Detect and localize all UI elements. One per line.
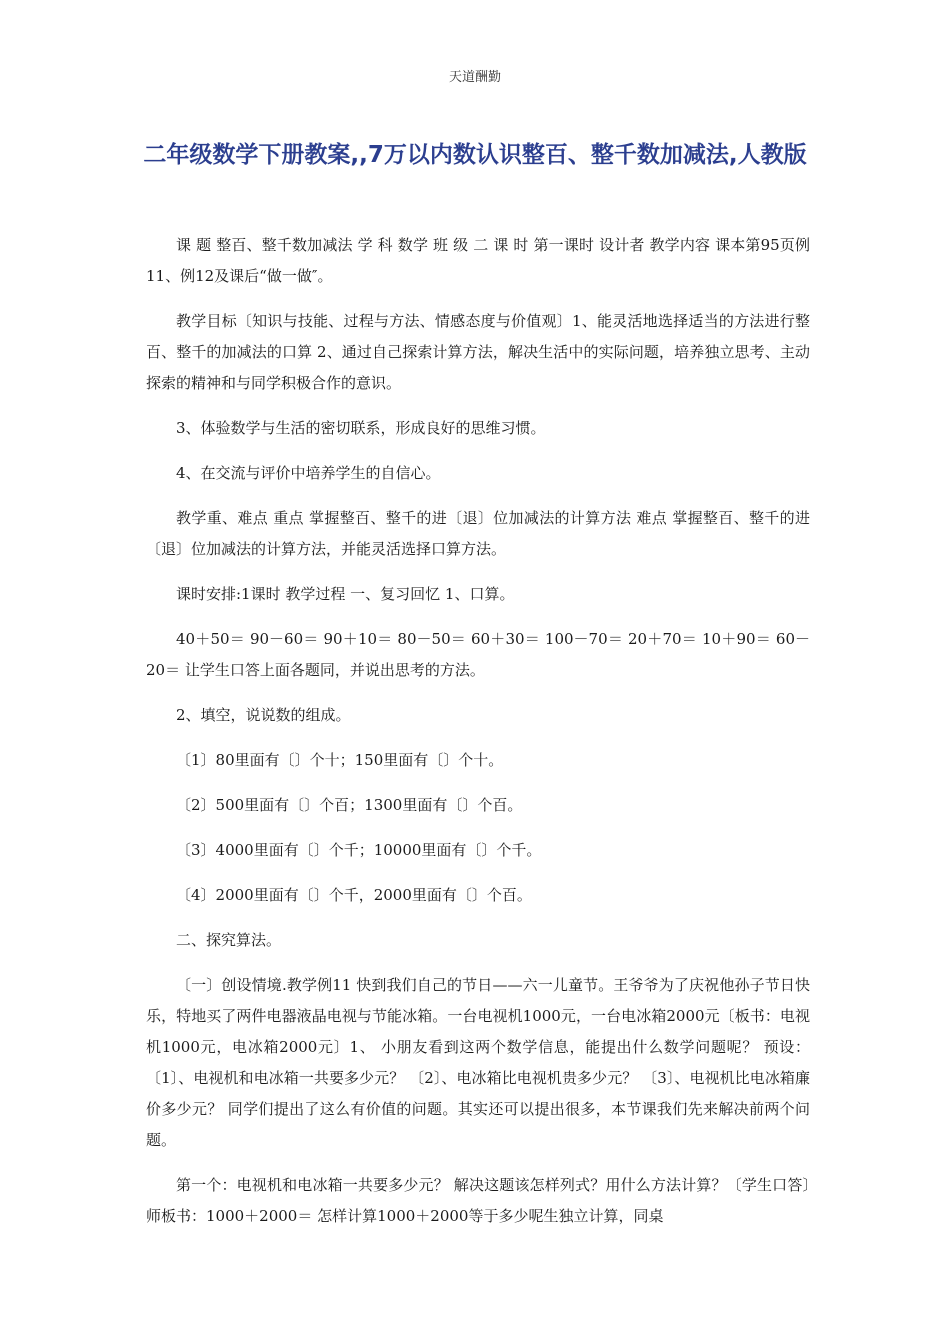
fill-blank-item: 〔4〕2000里面有〔〕个千，2000里面有〔〕个百。 xyxy=(176,886,532,904)
teaching-goals-paragraph: 教学目标〔知识与技能、过程与方法、情感态度与价值观〕1、能灵活地选择适当的方法进行整百、整千的加减法的口算 2、通过自己探索计算方法，解决生活中的实际问题，培养独立思考、主动探索的精神和与同学积极合作的意识。 xyxy=(146,312,810,392)
fill-blank-heading: 2、填空，说说数的组成。 xyxy=(176,706,351,724)
document-title: 二年级数学下册教案,,7万以内数认识整百、整千数加减法,人教版 xyxy=(143,142,807,168)
oral-calc-paragraph: 40＋50＝ 90－60＝ 90＋10＝ 80－50＝ 60＋30＝ 100－70＝ 20＋70＝ 10＋90＝ 60－20＝ 让学生口答上面各题同，并说出思考的方法。 xyxy=(146,630,810,679)
schedule-paragraph: 课时安排:1课时 教学过程 一、复习回忆 1、口算。 xyxy=(176,585,515,603)
lesson-info-paragraph: 课 题 整百、整千数加减法 学 科 数学 班 级 二 课 时 第一课时 设计者 教学内容 课本第95页例11、例12及课后“做一做″。 xyxy=(146,236,810,285)
fill-blank-item: 〔3〕4000里面有〔〕个千；10000里面有〔〕个千。 xyxy=(176,841,542,859)
document-body xyxy=(146,230,810,1246)
scenario-paragraph: 〔一〕创设情境.教学例11 快到我们自己的节日——六一儿童节。王爷爷为了庆祝他孙子节日快乐，特地买了两件电器液晶电视与节能冰箱。一台电视机1000元，一台电冰箱2000元〔板书：电视机1000元，电冰箱2000元〕1、 小朋友看到这两个数学信息，能提出什么数学问题呢？ 预设：〔1〕、电视机和电冰箱一共要多少元？ 〔2〕、电冰箱比电视机贵多少元？ 〔3〕、电视机比电冰箱廉价多少元？ 同学们提出了这么有价值的问题。其实还可以提出很多，本节课我们先来解决前两个问题。 xyxy=(146,976,810,1149)
section-2-heading: 二、探究算法。 xyxy=(176,931,282,949)
fill-blank-item: 〔1〕80里面有〔〕个十；150里面有〔〕个十。 xyxy=(176,751,504,769)
key-points-paragraph: 教学重、难点 重点 掌握整百、整千的进〔退〕位加减法的计算方法 难点 掌握整百、整千的进〔退〕位加减法的计算方法，并能灵活选择口算方法。 xyxy=(146,509,810,558)
goal-4-paragraph: 4、在交流与评价中培养学生的自信心。 xyxy=(176,464,441,482)
fill-blank-item: 〔2〕500里面有〔〕个百；1300里面有〔〕个百。 xyxy=(176,796,523,814)
first-question-paragraph: 第一个：电视机和电冰箱一共要多少元？ 解决这题该怎样列式？用什么方法计算？〔学生口答〕师板书：1000＋2000＝ 怎样计算1000＋2000等于多少呢生独立计算，同桌 xyxy=(146,1176,810,1225)
page-header: 天道酬勤 xyxy=(448,70,501,85)
goal-3-paragraph: 3、体验数学与生活的密切联系，形成良好的思维习惯。 xyxy=(176,419,546,437)
